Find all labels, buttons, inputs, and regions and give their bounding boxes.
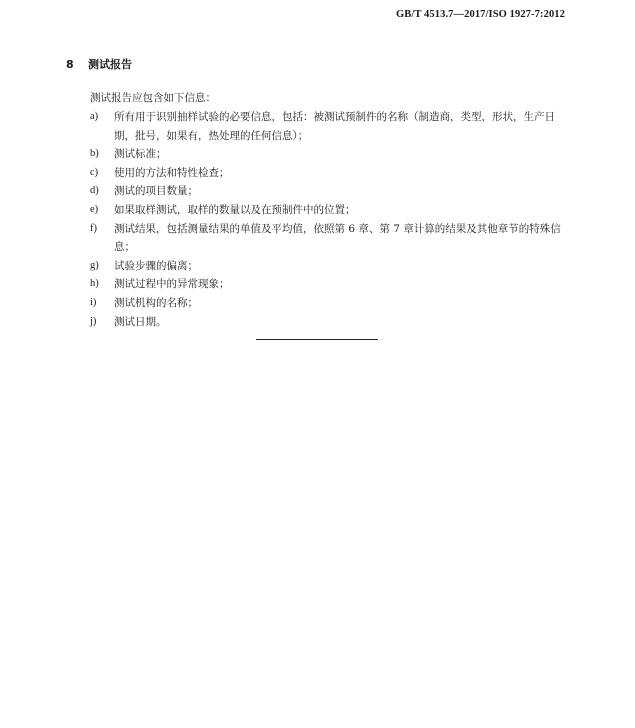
list-item-text: 所有用于识别抽样试验的必要信息，包括：被测试预制件的名称（制造商，类型，形状，生产日期，批号，如果有，热处理的任何信息）； [114,111,555,142]
list-item-text: 试验步骤的偏离； [114,259,198,272]
list-item-text: 如果取样测试，取样的数量以及在预制件中的位置； [114,203,356,216]
list-item [90,182,575,201]
list-item-text: 测试日期。 [114,315,167,328]
list-item [90,164,575,183]
list-marker: h) [90,278,99,290]
list-item-text: 使用的方法和特性检查； [114,166,230,179]
list-marker: a) [90,111,99,122]
list-item-text: 测试标准； [114,148,167,161]
list-item-text: 测试机构的名称； [114,296,198,309]
section-number: 8 [66,58,74,71]
list-marker: i) [90,296,97,308]
intro-paragraph: 测试报告应包含如下信息： [90,92,216,104]
list-item [90,145,575,164]
end-of-text-rule [256,339,378,340]
standard-code-header: GB/T 4513.7—2017/ISO 1927-7:2012 [396,9,565,20]
list-item-text: 测试的项目数量； [114,185,198,198]
list-item [90,220,575,257]
list-marker: j) [90,315,97,327]
list-marker: b) [90,148,99,160]
list-item [90,257,575,276]
list-item [90,294,575,313]
list-item [90,313,575,332]
list-marker: d) [90,185,99,197]
list-item-text: 测试结果，包括测量结果的单值及平均值，依照第 6 章、第 7 章计算的结果及其他章节的特殊信息； [114,222,561,254]
list-item [90,108,575,145]
list-marker: c) [90,166,99,178]
list-item [90,275,575,294]
list-item-text: 测试过程中的异常现象； [114,278,230,291]
requirements-list [90,108,575,331]
section-heading [66,56,132,72]
list-item [90,201,575,220]
section-title: 测试报告 [88,58,132,71]
list-marker: e) [90,203,99,215]
list-marker: g) [90,259,99,271]
list-marker: f) [90,222,97,234]
